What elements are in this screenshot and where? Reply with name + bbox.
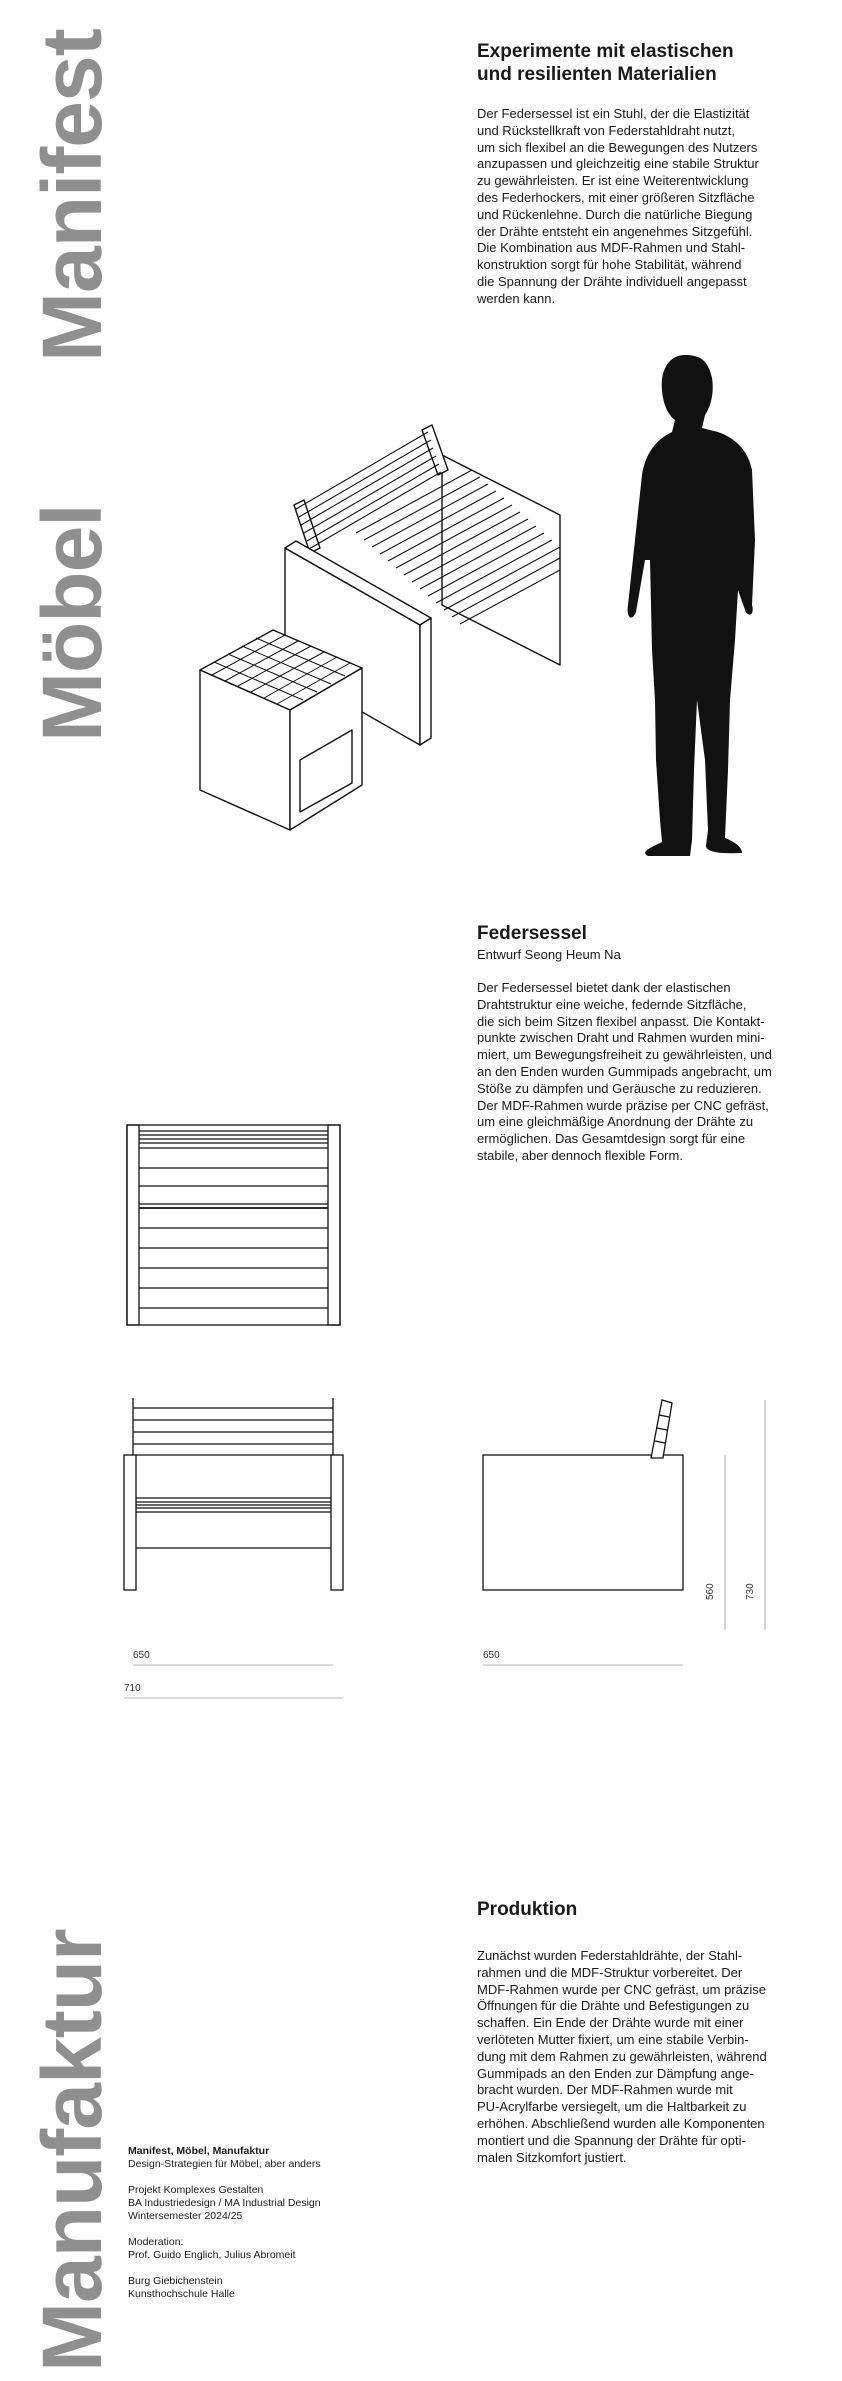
intro-line: der Drähte entsteht ein angenehmes Sitzgefühl.: [477, 223, 753, 239]
human-silhouette: [628, 355, 755, 856]
top-view-drawing: [127, 1125, 340, 1325]
production-line: Öffnungen für die Drähte und Befestigungen zu: [477, 1998, 750, 2014]
intro-line: des Federhockers, mit einer größeren Sitzfläche: [477, 189, 755, 205]
intro-heading-line-2: und resilienten Materialien: [477, 64, 717, 85]
credits-spacer: [128, 2171, 321, 2184]
production-line: montiert und die Spannung der Drähte für opti-: [477, 2132, 746, 2148]
product-line: Der MDF-Rahmen wurde präzise per CNC gefräst,: [477, 1097, 769, 1113]
production-line: malen Sitzkomfort justiert.: [477, 2149, 627, 2165]
production-body: [477, 1948, 767, 2166]
dim-total-height: 730: [745, 1583, 756, 1600]
vertical-title-moebel: Möbel: [25, 504, 119, 742]
product-line: miert, um Bewegungsfreiheit zu gewährleisten, und: [477, 1047, 772, 1063]
production-line: rahmen und die MDF-Struktur vorbereitet. Der: [477, 1964, 743, 1980]
product-title: Federsessel: [477, 923, 587, 944]
intro-line: um sich flexibel an die Bewegungen des Nutzers: [477, 139, 758, 155]
production-line: Gummipads an den Enden zur Dämpfung ange-: [477, 2065, 754, 2081]
production-line: PU-Acrylfarbe versiegelt, um die Haltbarkeit zu: [477, 2099, 747, 2115]
isometric-illustration: [0, 0, 842, 860]
dim-side-width: 650: [483, 1650, 500, 1661]
chair-left-panel-edge: [420, 618, 431, 745]
credits-block: [128, 2145, 321, 2301]
product-line: ermöglichen. Das Gesamtdesign sorgt für eine: [477, 1131, 746, 1147]
intro-line: und Rückstellkraft von Federstahldraht nutzt,: [477, 122, 735, 138]
credits-course: Projekt Komplexes Gestalten: [128, 2184, 264, 2196]
production-title: Produktion: [477, 1899, 578, 1920]
front-view-drawing: [124, 1398, 343, 1590]
intro-line: die Spannung der Drähte individuell angepasst: [477, 273, 747, 289]
intro-heading-line-1: Experimente mit elastischen: [477, 41, 734, 62]
side-view-drawing: [483, 1400, 683, 1590]
product-line: punkte zwischen Draht und Rahmen wurden mini-: [477, 1030, 765, 1046]
production-line: schaffen. Ein Ende der Drähte wurde mit einer: [477, 2015, 744, 2031]
credits-semester: Wintersemester 2024/25: [128, 2210, 243, 2222]
dimension-lines: [124, 1400, 765, 1698]
production-line: Zunächst wurden Federstahldrähte, der Stahl-: [477, 1948, 743, 1963]
backrest-wires: [296, 432, 441, 549]
product-line: stabile, aber dennoch flexible Form.: [477, 1147, 683, 1163]
credits-school-line-2: Kunsthochschule Halle: [128, 2288, 235, 2300]
product-line: an den Enden wurden Gummipads angebracht, um: [477, 1063, 772, 1079]
intro-line: zu gewährleisten. Er ist eine Weiterentwicklung: [477, 173, 749, 189]
intro-line: Die Kombination aus MDF-Rahmen und Stahl-: [477, 240, 746, 256]
dim-front-width: 650: [133, 1650, 150, 1661]
product-line: Drahtstruktur eine weiche, federnde Sitzfläche,: [477, 996, 747, 1012]
credits-moderation-label: Moderation:: [128, 2236, 184, 2248]
product-line: Stöße zu dämpfen und Geräusche zu reduzieren.: [477, 1080, 762, 1096]
product-line: um eine gleichmäßige Anordnung der Drähte zu: [477, 1114, 754, 1130]
product-subtitle: Entwurf Seong Heum Na: [477, 947, 621, 962]
credits-spacer: [128, 2262, 321, 2275]
vertical-title-manifest: Manifest: [25, 29, 119, 362]
product-line: die sich beim Sitzen flexibel anpasst. Die Kontakt-: [477, 1013, 765, 1029]
credits-program: BA Industriedesign / MA Industrial Design: [128, 2197, 321, 2209]
credits-school-line-1: Burg Giebichenstein: [128, 2275, 223, 2287]
chair-right-panel: [442, 455, 560, 665]
vertical-title-manufaktur: Manufaktur: [25, 1929, 119, 2372]
product-line: Der Federsessel bietet dank der elastischen: [477, 980, 731, 995]
intro-line: anzupassen und gleichzeitig eine stabile Struktur: [477, 156, 759, 172]
intro-line: konstruktion sorgt für hohe Stabilität, während: [477, 257, 742, 273]
product-body: [477, 980, 772, 1165]
production-line: verlöteten Mutter fixiert, um eine stabile Verbin-: [477, 2031, 749, 2047]
production-line: erhöhen. Abschließend wurden alle Komponenten: [477, 2115, 765, 2131]
backrest-post-right: [422, 425, 448, 475]
production-line: dung mit dem Rahmen zu gewährleisten, während: [477, 2048, 767, 2064]
production-line: bracht wurden. Der MDF-Rahmen wurde mit: [477, 2082, 733, 2098]
credits-spacer: [128, 2223, 321, 2236]
dim-seat-height: 560: [705, 1583, 716, 1600]
dim-front-total: 710: [124, 1683, 141, 1694]
intro-line: werden kann.: [477, 290, 556, 306]
intro-line: Der Federsessel ist ein Stuhl, der die Elastizität: [477, 106, 750, 121]
credits-moderators: Prof. Guido Englich, Julius Abromeit: [128, 2249, 296, 2261]
credits-project-subtitle: Design-Strategien für Möbel, aber anders: [128, 2158, 321, 2170]
credits-project-title: Manifest, Möbel, Manufaktur: [128, 2145, 270, 2157]
intro-line: und Rückenlehne. Durch die natürliche Biegung: [477, 206, 753, 222]
production-line: MDF-Rahmen wurde per CNC gefräst, um präzise: [477, 1981, 766, 1997]
